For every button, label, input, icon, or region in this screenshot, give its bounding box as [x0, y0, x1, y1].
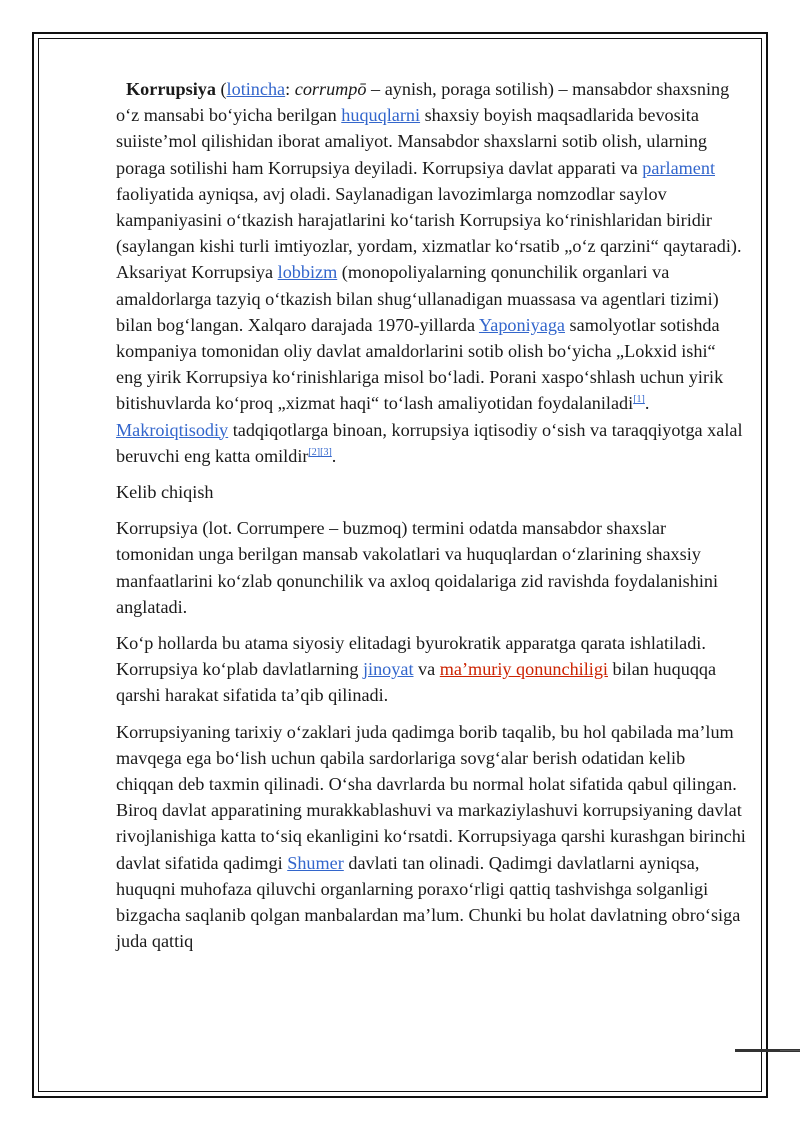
- text-span: .: [331, 445, 337, 466]
- link-lotincha[interactable]: lotincha: [226, 79, 286, 99]
- link-makroiqtisodiy[interactable]: Makroiqtisodiy: [116, 419, 229, 440]
- usage-paragraph: [116, 630, 746, 709]
- reference-link-3[interactable]: [3]: [320, 446, 332, 458]
- latin-word: corrumpō: [294, 79, 367, 99]
- text-span: (monopoliyalarning qonunchilik organlari va amaldorlarga tazyiq o‘tkazish bilan shug‘ullanadigan muassasa va agentlari tizimi) bilan bog‘langan. Xalqaro darajada 1970-yillarda: [116, 262, 719, 335]
- text-span: faoliyatida ayniqsa, avj oladi. Saylanadigan lavozimlarga nomzodlar saylov kampaniyasini o‘tkazish harajatlarini ko‘tarish Korrupsiya ko‘rinishlaridan biridir (saylangan kishi turli imtiyozlar, yordam, xizmatlar ko‘rsatib „o‘z qarzini“ qaytaradi). Aksariyat Korrupsiya: [116, 183, 742, 283]
- text-span: tadqiqotlarga binoan, korrupsiya iqtisodiy o‘sish va taraqqiyotga xalal beruvchi eng katta omildir: [116, 419, 743, 466]
- article-term: Korrupsiya: [126, 79, 216, 99]
- text-span: va: [413, 659, 440, 680]
- footer-mark: [735, 1049, 800, 1052]
- link-yaponiya[interactable]: Yaponiyaga: [478, 314, 565, 335]
- text-span: – aynish, poraga sotilish) – mansabdor shaxsning o‘z mansabi bo‘yicha berilgan: [116, 79, 730, 126]
- history-paragraph: [116, 719, 746, 955]
- text-span: (: [215, 79, 227, 99]
- link-jinoyat[interactable]: jinoyat: [362, 659, 414, 680]
- link-shumer[interactable]: Shumer: [287, 852, 344, 873]
- text-span: davlati tan olinadi. Qadimgi davlatlarni ayniqsa, huquqni muhofaza qiluvchi organlarning poraxo‘rligi qattiq tashvishga solganligi bizgacha saqlanib qolgan manbalardan ma’lum. Chunki bu holat davlatning obro‘siga juda qattiq: [116, 852, 741, 952]
- reference-link-2[interactable]: [2]: [308, 446, 321, 458]
- link-huquqlarni[interactable]: huquqlarni: [341, 105, 421, 126]
- reference-2-3: [308, 447, 331, 458]
- text-span: Korrupsiyaning tarixiy o‘zaklari juda qadimga borib taqalib, bu hol qabilada ma’lum mavqega ega bo‘lish uchun qabila sardorlariga sovg‘alar berish odatidan kelib chiqqan deb taxmin qilinadi. O‘sha davrlarda bu normal holat sifatida qabul qilingan. Biroq davlat apparatining murakkablashuvi va markaziylashuvi korrupsiyaning davlat rivojlanishiga katta to‘siq ekanligini ko‘rsatdi. Korrupsiyaga qarshi kurashgan birinchi davlat sifatida qadimgi: [116, 721, 746, 873]
- text-span: :: [285, 79, 295, 99]
- link-mamuriy-qonunchiligi[interactable]: ma’muriy qonunchiligi: [439, 659, 608, 680]
- article-body: [116, 76, 746, 965]
- origin-paragraph: Korrupsiya (lot. Corrumpere – buzmoq) termini odatda mansabdor shaxslar tomonidan unga berilgan mansab vakolatlari va huquqlardan o‘zlarining shaxsiy manfaatlarini ko‘zlab qonunchilik va axloq qoidalariga zid ravishda foydalanishini anglatadi.: [116, 518, 719, 617]
- text-span: bilan huquqqa qarshi harakat sifatida ta’qib qilinadi.: [116, 659, 717, 706]
- text-span: Ko‘p hollarda bu atama siyosiy elitadagi byurokratik apparatga qarata ishlatiladi. Korrupsiya ko‘plab davlatlarning: [116, 633, 706, 680]
- text-span: shaxsiy boyish maqsadlarida bevosita suiiste’mol qilishidan iborat amaliyot. Mansabdor shaxslarni sotib olish, ularning poraga sotilishi ham Korrupsiya deyiladi. Korrupsiya davlat apparati va: [116, 105, 708, 178]
- text-span: samolyotlar sotishda kompaniya tomonidan oliy davlat amaldorlarini sotib olish bo‘yicha „Lokxid ishi“ eng yirik Korrupsiya ko‘rinishlariga misol bo‘ladi. Porani xaspo‘shlash uchun yirik bitishuvlarda ko‘proq „xizmat haqi“ to‘lash amaliyotidan foydalaniladi: [116, 314, 724, 414]
- link-lobbizm[interactable]: lobbizm: [277, 262, 338, 283]
- reference-1: [633, 394, 645, 405]
- section-heading: Kelib chiqish: [116, 482, 214, 503]
- reference-link-1[interactable]: [1]: [633, 394, 645, 406]
- intro-paragraph: [116, 76, 746, 469]
- text-span: .: [644, 393, 650, 414]
- link-parlament[interactable]: parlament: [642, 157, 716, 178]
